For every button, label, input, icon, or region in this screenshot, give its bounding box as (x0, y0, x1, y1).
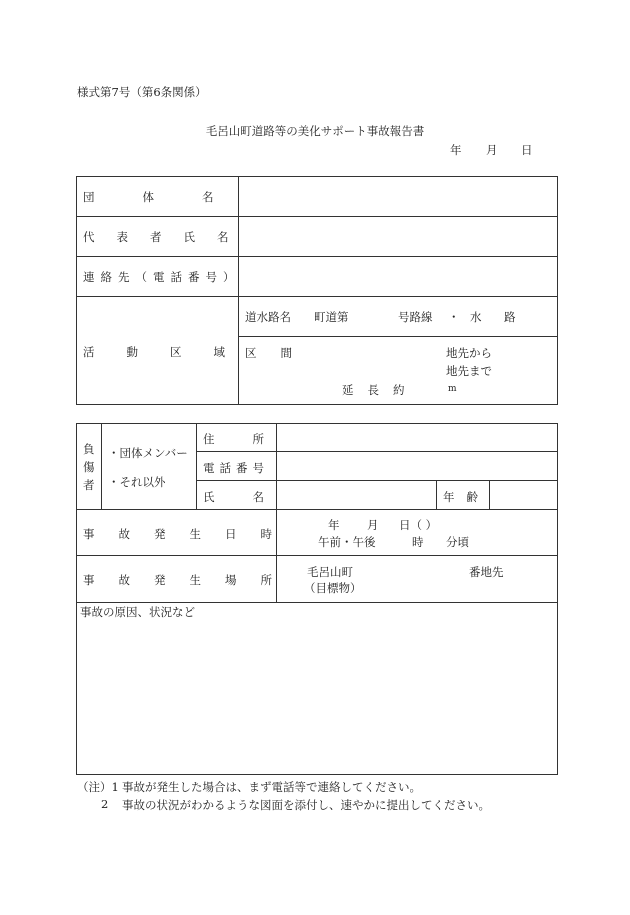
representative-label: 代表者氏名 (83, 230, 251, 244)
dt-day-label: 日（ ） (399, 518, 438, 532)
injured-label-3: 者 (83, 478, 95, 492)
lot-label: 番地先 (469, 565, 504, 579)
row-divider (238, 336, 558, 337)
meter-unit: m (448, 384, 457, 394)
row-divider (76, 256, 558, 257)
name-label: 氏名 (203, 490, 302, 504)
row-divider (76, 509, 558, 510)
row-divider (196, 480, 558, 481)
minute-label: 分頃 (446, 535, 469, 549)
col-divider (101, 423, 102, 509)
datetime-label: 事故発生日時 (83, 527, 296, 541)
water-label: 水 (470, 310, 482, 324)
channel-label: 路 (504, 310, 516, 324)
from-label: 地先から (446, 346, 492, 360)
separator-dot: ・ (448, 310, 460, 324)
row-divider (196, 451, 558, 452)
row-divider (76, 296, 558, 297)
address-label: 住所 (203, 432, 302, 446)
date-day-label: 日 (521, 143, 533, 157)
group-name-label: 団体名 (83, 190, 262, 204)
date-month-label: 月 (486, 143, 498, 157)
col-divider (196, 423, 197, 509)
contact-label: 連絡先（電話番号） (83, 270, 241, 284)
town-label: 毛呂山町 (307, 565, 353, 579)
road-name-label: 道水路名 (245, 310, 291, 324)
col-divider (436, 480, 437, 509)
row-divider (76, 602, 558, 603)
phone-label: 電話番号 (203, 461, 269, 475)
date-year-label: 年 (450, 143, 462, 157)
age-label: 年齢 (443, 490, 490, 504)
section-label: 区間 (245, 346, 316, 360)
note-1-text: 事故が発生した場合は、まず電話等で連絡してください。 (122, 780, 421, 794)
am-pm-label: 午前・午後 (318, 535, 376, 549)
dt-month-label: 月 (367, 518, 379, 532)
row-divider (76, 555, 558, 556)
route-no-label: 号路線 (398, 310, 433, 324)
activity-area-label: 活動区域 (83, 345, 257, 359)
member-option: ・団体メンバー (108, 446, 188, 460)
group-col-divider (238, 176, 239, 405)
hour-label: 時 (412, 535, 424, 549)
landmark-label: （目標物） (304, 581, 362, 595)
town-road-label: 町道第 (314, 310, 349, 324)
note-2-text: 事故の状況がわかるような図面を添付し、速やかに提出してください。 (122, 798, 490, 812)
other-option: ・それ以外 (108, 475, 166, 489)
document-title: 毛呂山町道路等の美化サポート事故報告書 (205, 124, 425, 138)
dt-year-label: 年 (328, 518, 340, 532)
note-2-number: 2 (101, 797, 109, 811)
row-divider (76, 216, 558, 217)
form-id: 様式第7号（第6条関係） (77, 85, 207, 99)
length-label: 延長約 (342, 383, 419, 397)
to-label: 地先まで (446, 364, 492, 378)
cause-label: 事故の原因、状況など (80, 605, 195, 619)
note-1-number: （注）1 (77, 780, 119, 794)
place-label: 事故発生場所 (83, 573, 296, 587)
injured-label-2: 傷 (83, 460, 95, 474)
injured-label-1: 負 (83, 442, 95, 456)
